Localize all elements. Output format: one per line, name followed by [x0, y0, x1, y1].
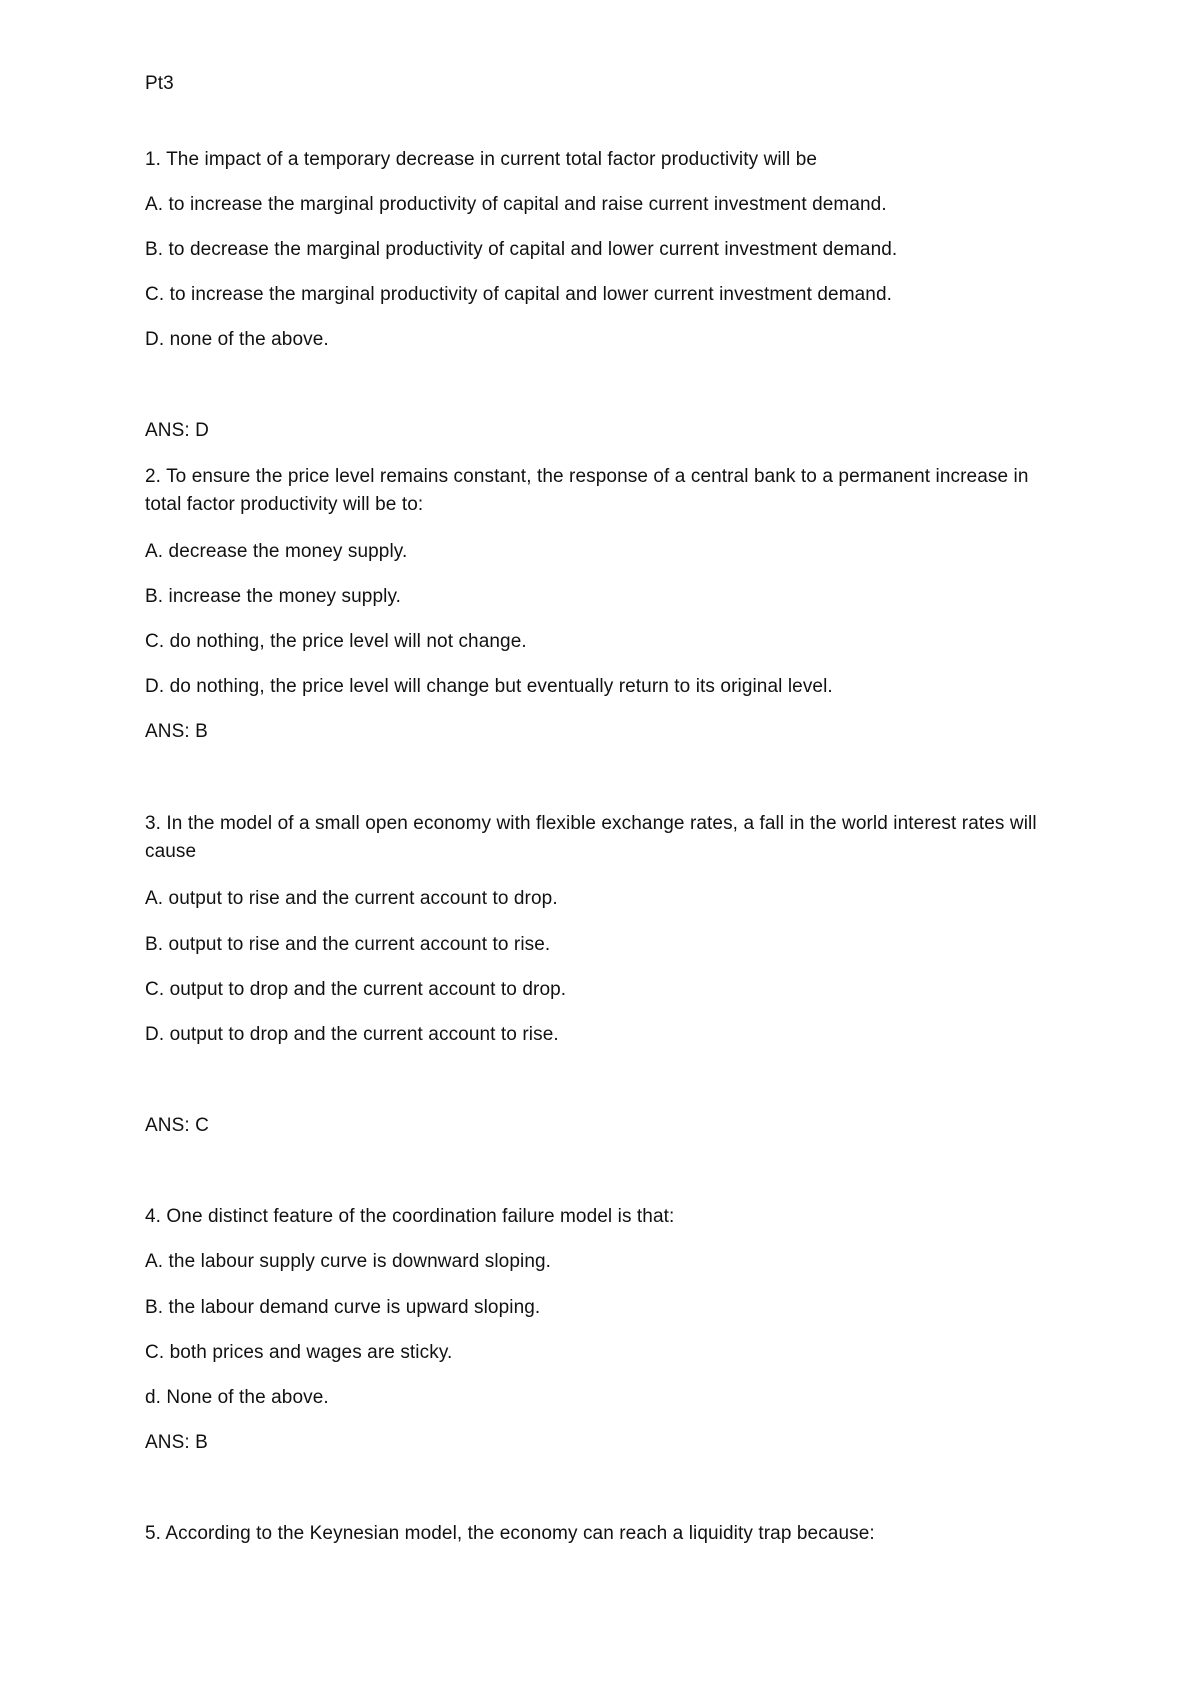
q3-answer: ANS: C [145, 1115, 209, 1136]
q2-option-a: A. decrease the money supply. [145, 541, 408, 562]
q1-option-d: D. none of the above. [145, 329, 329, 350]
q1-option-b: B. to decrease the marginal productivity of capital and lower current investment demand. [145, 239, 898, 260]
page-header: Pt3 [145, 73, 174, 94]
q1-option-a: A. to increase the marginal productivity of capital and raise current investment demand. [145, 194, 887, 215]
q4-option-b: B. the labour demand curve is upward sloping. [145, 1297, 541, 1318]
question-3: 3. In the model of a small open economy with flexible exchange rates, a fall in the world interest rates will cause [145, 813, 1037, 862]
q1-option-c: C. to increase the marginal productivity of capital and lower current investment demand. [145, 284, 892, 305]
q3-option-a: A. output to rise and the current account to drop. [145, 888, 558, 909]
q3-option-b: B. output to rise and the current account to rise. [145, 934, 551, 955]
q2-option-c: C. do nothing, the price level will not change. [145, 631, 527, 652]
q3-option-d: D. output to drop and the current account to rise. [145, 1024, 559, 1045]
q4-option-a: A. the labour supply curve is downward sloping. [145, 1251, 552, 1272]
question-4: 4. One distinct feature of the coordination failure model is that: [145, 1206, 675, 1227]
q2-option-b: B. increase the money supply. [145, 586, 402, 607]
q4-answer: ANS: B [145, 1432, 208, 1453]
question-5: 5. According to the Keynesian model, the economy can reach a liquidity trap because: [145, 1523, 875, 1544]
question-1: 1. The impact of a temporary decrease in current total factor productivity will be [145, 149, 818, 170]
q4-option-c: C. both prices and wages are sticky. [145, 1342, 453, 1363]
q2-option-d: D. do nothing, the price level will change but eventually return to its original level. [145, 676, 833, 697]
q4-option-d: d. None of the above. [145, 1387, 329, 1408]
question-2: 2. To ensure the price level remains constant, the response of a central bank to a permanent increase in total factor productivity will be to: [145, 466, 1029, 515]
q1-answer: ANS: D [145, 420, 209, 441]
q3-option-c: C. output to drop and the current account to drop. [145, 979, 567, 1000]
q2-answer: ANS: B [145, 721, 208, 742]
